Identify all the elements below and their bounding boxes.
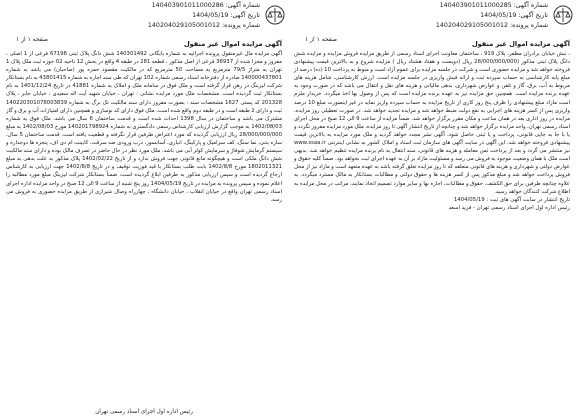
meta-row: شماره پرونده: 140204029105001012 xyxy=(435,22,548,29)
page-number-right: صفحه ۱ از ۱ xyxy=(305,36,337,43)
notice-meta-left xyxy=(147,1,260,31)
notice-body: آگهی مزایده مال غیرمنقول پرونده اجرائیه به شماره بایگانی 140301492 شش دانگ پلاک ثبتی 67198 فرعی از 1 اصلی ، مفروز و مجزا شده از 36937 فرعی از اصل مذکور ، قطعه 281 در طبقه 4 واقع در بخش 12 ناحیه 02 حوزه ثبت ملک پلاک 1 تهران به متراژ 79/5 مترمربع به مساحت 50 مترمربع که در مالکیت مقصود حمزه پور (صاحبان) می باشد به شماره 140000437801 صادره از دفترخانه اسناد رسمی شماره 102 تهران که طی سند اجاره به شماره 43801415 به نام بستانکار شرکت لیزینگ در رهن قرار گرفته است و ملک فوق در سامانه ملک و املاک به شماره 41881 در تاریخ 1401/12/24 به نام بستانکار ثبت گردیده است. مشخصات ملک مورد مزایده نشانی : تهران ، خیابان شهید آیت اله سعیدی ، خیابان جابر ، پلاک 201328 کد پستی 1627 مشخصات سند : بصورت مفروز دارای سند مالکیت تک برگ به شماره 140220301078003839 ثبت و دارای 2 طبقه است و در طبقه دوم واقع شده است. ملک فوق دارای کد نوسازی و همچنین دارای امتیازات آب و برق و گاز مشترک می باشد و ساختمان در سال 1398 احداث شده است و قدمت ساختمان 6 سال می باشد. ملک فوق به شماره 1402/08/03 به موجب گزارش ارزیابی کارشناس رسمی دادگستری به شماره 140201798924 مورخ 1402/08/03 به مبلغ 28/000/000/000 ریال ارزیابی گردیده که مورد اعتراض طرفین قرار نگرفته و قطعیت یافته است. قدمت ساختمان 5 سال، سازه بتنی، نما سنگ، کف سرامیک و پارکینگ، انباری، آسانسور، درب ورودی ضد سرقت، کابینت ام دی اف، پنجره ها دوجداره و سیستم گرمایش شوفاژ و سرمایش کولر آبی می باشد. ملک مورد نظر در حال حاضر در تصرف مالک بوده و دارای سند مالکیت شش دانگ ملکی است و هیچگونه مانع قانونی جهت فروش ندارد و از تاریخ 1402/02/22 پلاک مذکور به علت بدهی به مبلغ 1802011321 مورخ 1402/8/8 بابت طلب بستانکار با قید فوریت توقیف و در تاریخ 1402/8/8 جهت ارزیابی به کارشناس ارجاع گردیده است و سپس ارزیابی مذکور به طرفین ابلاغ گردیده است، ضمناً بستانکار شرکت لیزینگ مبلغ مورد مطالبه را اعلام نموده و سپس پرونده به مزایده در تاریخ 1404/05/19 روز پنج شنبه از ساعت 9 الی 12 صبح در واحد مزایده اداره اجرای اسناد رسمی تهران واقع در خیابان انقلاب ، خیابان دانشگاه ، چهارراه وصال شیرازی از طریق مزایده حضوری به فروش می رسد. xyxy=(6,51,283,203)
meta-row: شماره آگهی: 140403901011000285 xyxy=(439,2,548,9)
signatory-line: رئیس اداره اول اجرای اسناد رسمی تهران xyxy=(95,409,193,415)
notice-body: ، نبش خیابان برادران مظفر، پلاک 919 ، ساختمان معاونت اجرای اسناد رسمی از طریق مزایده فروش مزایده و مزایده شش دانگ پلاک ثبتی مذکور (28/000/000/000 ریال (دویست و هفتاد هشتاد ریال ) مزایده شروع و به بالاترین قیمت پیشنهادی فروخته خواهد شد و مزایده حضوری است و شرکت در جلسه مزایده برای عموم آزاد است و منوط به پرداخت 10 (ده) درصد از مبلغ پایه کارشناسی به حساب سپرده ثبت و ارائه فیش واریزی در جلسه مزایده است. ارزش کارشناسی، شامل هزینه های مربوط به آب، برق، گاز و تلفن و عوارض شهرداری، بدهی مالیاتی و هزینه های نقل و انتقال می باشد که در صورت وجود به عهده برنده مزایده است. همچنین حق مزایده نیز به عهده برنده مزایده است که پس از وصول بها اخذ میگردد. خریدار ملزم است مازاد مبلغ پیشنهادی را ظرف پنج روز کاری از تاریخ مزایده به حساب سپرده واریز نماید در غیر اینصورت مبلغ 10 درصد واریزی پس از کسر هزینه های اجرایی به نفع دولت ضبط خواهد شد و مزایده تجدید خواهد شد. در صورت تعطیلی روز مزایده، مزایده در روز اداری بعد در همان ساعت و مکان مقرر برگزار خواهد شد. ضمناً مزایده از ساعت 9 الی 12 صبح در محل اجرای اسناد رسمی تهران، واحد مزایده برگزار خواهد شد و چنانچه از تاریخ انتشار آگهی تا روز مزایده، ملک مورد مزایده مفروز نگردد و یا با جا به جایی قانونی، پرداخت و یا ثبتی حاصل شود، آگهی نشر مجدد خواهد گردید و ملک مورد مزایده به بالاترین قیمت پیشنهادی فروخته خواهد شد. این آگهی در سایت آگهی های سازمان ثبت اسناد و املاک کشور به نشانی اینترنتی www.ssaa.ir نیز منتشر می گردد و بعد از پرداخت ثمن معامله و هزینه های قانونی، سند انتقال به نام برنده مزایده تنظیم خواهد شد. بدیهی است ملک با همان وضعیت موجود به فروش می رسد و مسئولیت مازاد بر آن به عهده اجرای ثبت نخواهد بود. ضمناً کلیه حقوق و عوارض دولتی و شهرداری و هزینه های قانونی متعلقه که تا روز مزایده تعلق گرفته باشد به عهده متعهد است و مازاد نیز از محل فروش پرداخت خواهد شد و مبلغ مذکور پس از کسر هزینه ها و حقوق دولتی و مطالبات بستانکار به مالک مسترد میگردد. به علاوه چنانچه طرفین برای حق الکشف، حقوق و مطالبات، اجاره بها و سایر موارد تصمیم اتخاذ نمایند، مراتب در محل مزایده به اطلاع شرکت کنندگان خواهد رسید. xyxy=(294,51,571,195)
judiciary-emblem-icon xyxy=(552,4,574,26)
meta-row: تاریخ آگهی: 1404/05/19 xyxy=(480,12,548,19)
notice-left xyxy=(6,40,282,204)
judiciary-emblem-icon xyxy=(264,4,286,26)
notice-right xyxy=(294,40,570,212)
notice-heading: آگهی مزایده اموال غیر منقول xyxy=(471,40,570,48)
meta-row: شماره پرونده: 140204029105001012 xyxy=(147,22,260,29)
notice-heading: آگهی مزایده اموال غیر منقول xyxy=(183,40,282,48)
signatory-line: رئیس اداره اول اجرای اسناد رسمی تهران - فرید اسعد xyxy=(448,204,570,211)
publish-date-line: تاریخ انتشار در سایت آگهی های ثبت : 1404/05/19 xyxy=(453,196,570,203)
meta-row: شماره آگهی: 140403901011000286 xyxy=(151,2,260,9)
page-number-left: صفحه ۱ از ۱ xyxy=(16,36,48,43)
notice-meta-right xyxy=(435,1,548,31)
meta-row: تاریخ آگهی: 1404/05/19 xyxy=(192,12,260,19)
